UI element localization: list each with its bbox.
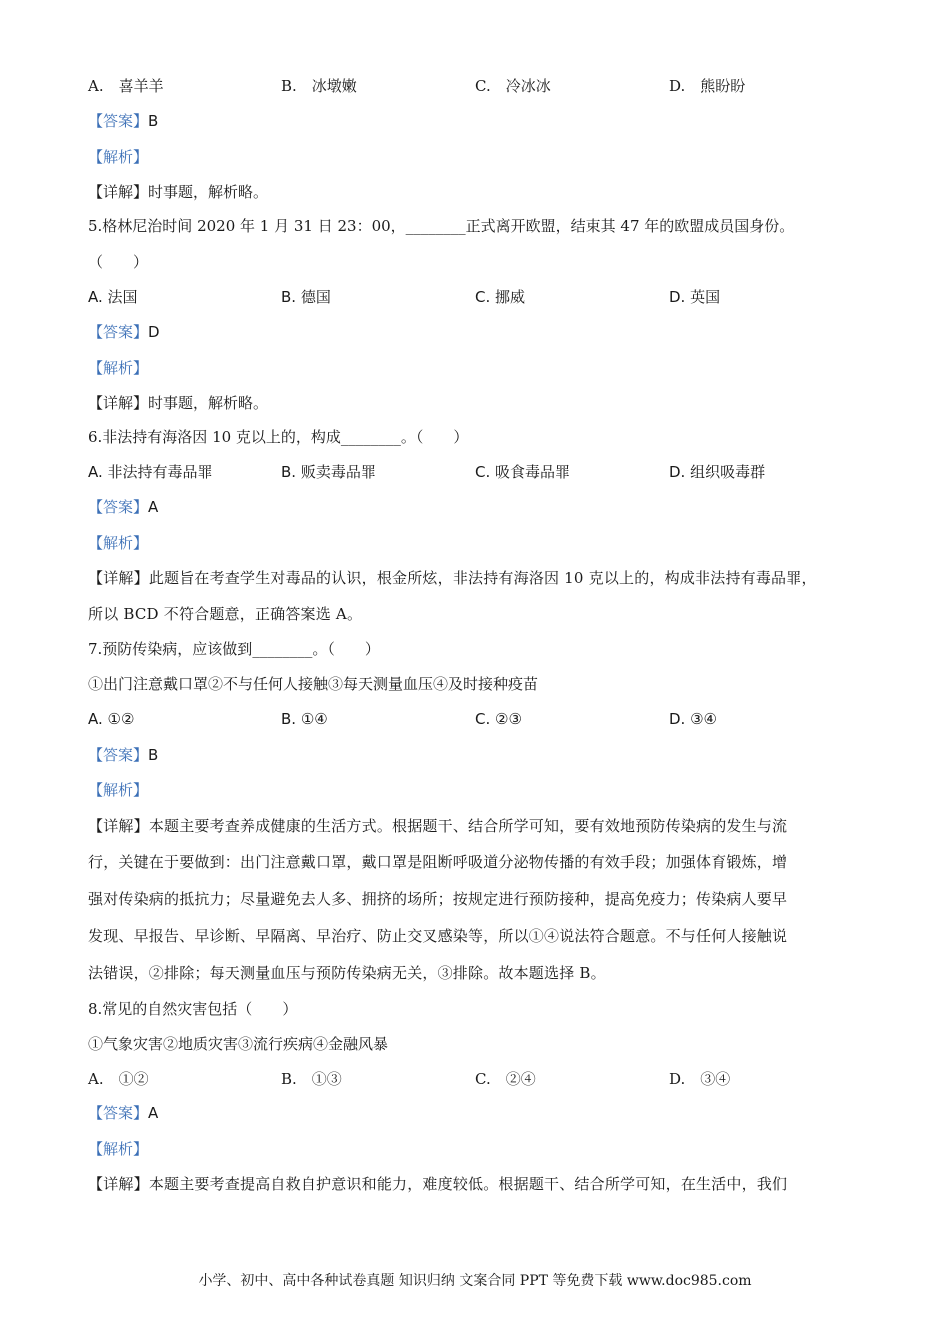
q8-detail-line-1 <box>88 1174 787 1194</box>
q4-answer <box>88 111 158 131</box>
q7-option-b: B. ①④ <box>281 710 328 728</box>
q6-detail-line-1 <box>88 568 817 588</box>
q4-option-d: D. 熊盼盼 <box>669 77 746 95</box>
q7-option-a: A. ①② <box>88 710 135 728</box>
q7-statements: ①出门注意戴口罩②不与任何人接触③每天测量血压④及时接种疫苗 <box>88 675 539 693</box>
q5-analysis-tag: 【解析】 <box>88 359 149 377</box>
page-footer: 小学、初中、高中各种试卷真题 知识归纳 文案合同 PPT 等免费下载 www.doc985.com <box>198 1273 752 1289</box>
answer-tag: 【答案】 <box>88 112 149 130</box>
q5-options <box>88 287 868 307</box>
q5-option-b: B. 德国 <box>281 288 331 306</box>
answer-tag: 【答案】 <box>88 746 149 764</box>
answer-value: B <box>148 746 159 764</box>
q4-options <box>88 76 868 96</box>
detail-text: 本题主要考查养成健康的生活方式。根据题干、结合所学可知，要有效地预防传染病的发生与流 <box>148 817 788 835</box>
q7-detail-line-2: 行，关键在于要做到：出门注意戴口罩，戴口罩是阻断呼吸道分泌物传播的有效手段；加强体育锻炼，增 <box>88 853 788 871</box>
q7-stem: 7.预防传染病，应该做到________。（ ） <box>88 640 380 658</box>
q6-option-c: C. 吸食毒品罪 <box>475 463 571 481</box>
q4-analysis-tag: 【解析】 <box>88 148 149 166</box>
answer-tag: 【答案】 <box>88 498 149 516</box>
q8-options <box>88 1069 868 1089</box>
q7-analysis-tag: 【解析】 <box>88 781 149 799</box>
detail-tag: 【详解】 <box>88 1175 149 1193</box>
q6-analysis-tag: 【解析】 <box>88 534 149 552</box>
q6-option-b: B. 贩卖毒品罪 <box>281 463 376 481</box>
q8-analysis-tag: 【解析】 <box>88 1140 149 1158</box>
q7-answer <box>88 745 158 765</box>
detail-text: 时事题，解析略。 <box>148 183 269 201</box>
q8-option-a: A. ①② <box>88 1070 149 1088</box>
detail-tag: 【详解】 <box>88 569 149 587</box>
q4-detail <box>88 182 268 202</box>
detail-text: 此题旨在考查学生对毒品的认识，根金所炫，非法持有海洛因 10 克以上的，构成非法持有毒品罪， <box>148 569 817 587</box>
answer-value: B <box>148 112 159 130</box>
q6-option-a: A. 非法持有毒品罪 <box>88 463 213 481</box>
detail-tag: 【详解】 <box>88 817 149 835</box>
q7-option-d: D. ③④ <box>669 710 717 728</box>
q8-option-d: D. ③④ <box>669 1070 731 1088</box>
q7-detail-line-1 <box>88 816 787 836</box>
q8-stem: 8.常见的自然灾害包括（ ） <box>88 1000 298 1018</box>
q8-answer <box>88 1103 158 1123</box>
q8-statements: ①气象灾害②地质灾害③流行疾病④金融风暴 <box>88 1035 389 1053</box>
q6-options <box>88 462 868 482</box>
answer-tag: 【答案】 <box>88 323 149 341</box>
answer-value: A <box>148 1104 159 1122</box>
q7-options <box>88 709 868 729</box>
answer-tag: 【答案】 <box>88 1104 149 1122</box>
q5-stem: 5.格林尼治时间 2020 年 1 月 31 日 23：00，________正式离开欧盟，结束其 47 年的欧盟成员国身份。 <box>88 217 795 235</box>
q4-option-b: B. 冰墩嫩 <box>281 77 357 95</box>
answer-value: A <box>148 498 159 516</box>
detail-tag: 【详解】 <box>88 394 149 412</box>
q6-answer <box>88 497 158 517</box>
answer-value: D <box>148 323 160 341</box>
q5-option-c: C. 挪威 <box>475 288 526 306</box>
q8-option-b: B. ①③ <box>281 1070 342 1088</box>
q5-detail <box>88 393 268 413</box>
detail-text: 本题主要考查提高自救自护意识和能力，难度较低。根据题干、结合所学可知，在生活中，我们 <box>148 1175 788 1193</box>
q5-stem-paren: （ ） <box>88 253 149 271</box>
q7-detail-line-4: 发现、早报告、早诊断、早隔离、早治疗、防止交叉感染等，所以①④说法符合题意。不与任何人接触说 <box>88 927 788 945</box>
q7-detail-line-3: 强对传染病的抵抗力；尽量避免去人多、拥挤的场所；按规定进行预防接种，提高免疫力；传染病人要早 <box>88 890 788 908</box>
q6-detail-line-2: 所以 BCD 不符合题意，正确答案选 A。 <box>88 605 363 623</box>
detail-text: 时事题，解析略。 <box>148 394 269 412</box>
q5-option-a: A. 法国 <box>88 288 138 306</box>
q4-option-c: C. 冷冰冰 <box>475 77 551 95</box>
q5-option-d: D. 英国 <box>669 288 721 306</box>
q7-option-c: C. ②③ <box>475 710 522 728</box>
q6-option-d: D. 组织吸毒群 <box>669 463 766 481</box>
q8-option-c: C. ②④ <box>475 1070 536 1088</box>
q4-option-a: A. 喜羊羊 <box>88 77 164 95</box>
q7-detail-line-5: 法错误，②排除；每天测量血压与预防传染病无关，③排除。故本题选择 B。 <box>88 964 606 982</box>
q6-stem: 6.非法持有海洛因 10 克以上的，构成________。（ ） <box>88 428 469 446</box>
detail-tag: 【详解】 <box>88 183 149 201</box>
q5-answer <box>88 322 160 342</box>
